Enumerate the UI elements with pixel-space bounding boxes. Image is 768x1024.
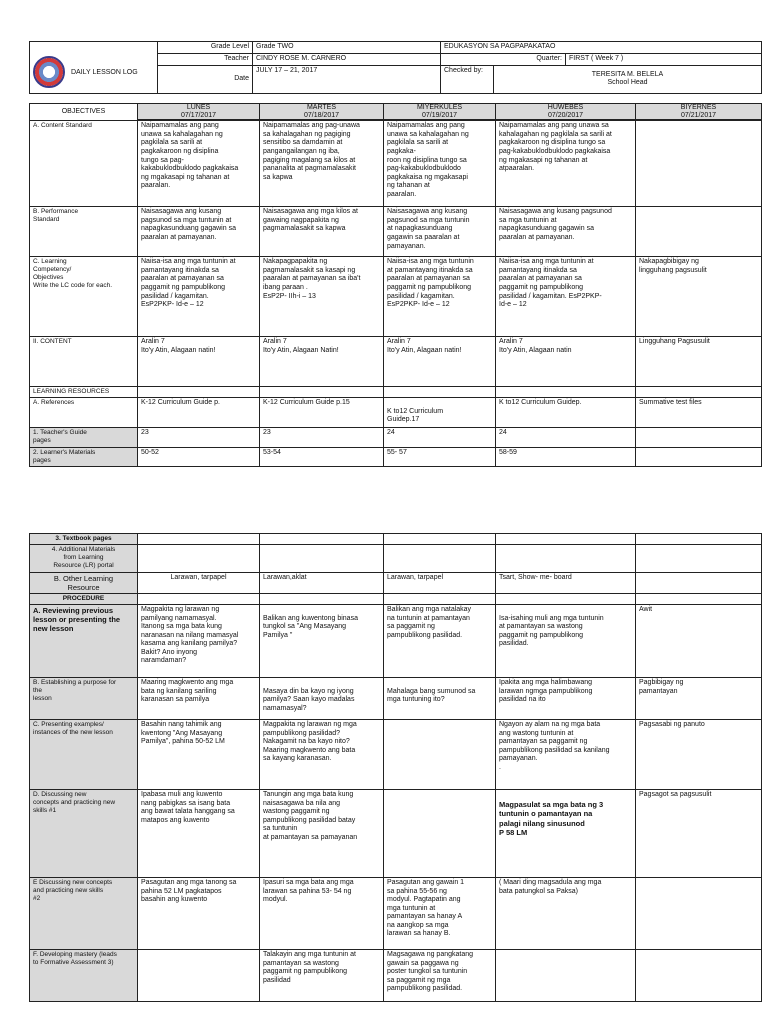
- cell: Larawan, tarpapel: [138, 572, 260, 593]
- teacher-value: CINDY ROSE M. CARNERO: [253, 54, 441, 66]
- cell: 23: [138, 428, 260, 448]
- date-value: JULY 17 – 21, 2017: [253, 65, 441, 93]
- cell: [138, 534, 260, 545]
- cell: Larawan,aklat: [260, 572, 384, 593]
- table-row: [30, 121, 762, 207]
- row-label: E Discussing new concepts and practicing new skills #2: [30, 878, 138, 950]
- cell: [384, 387, 496, 398]
- header-title-cell: [30, 42, 158, 94]
- table-row: [30, 257, 762, 337]
- cell: Ipabasa muli ang kuwento nang pabigkas sa isang bata ang bawat talata hanggang sa matapos ang kuwento: [138, 790, 260, 878]
- cell: Naisasagawa ang kusang pagsunod sa mga tuntunin at napagkasunduang gagawin sa paaralan at pamayanan.: [384, 207, 496, 257]
- table-row: [30, 428, 762, 448]
- row-label: A. References: [30, 398, 138, 428]
- cell: Aralin 7 Ito'y Atin, Alagaan natin!: [384, 337, 496, 387]
- cell: Maaring magkwento ang mga bata ng kanilang sariling karanasan sa pamilya: [138, 678, 260, 720]
- day-header-wednesday: MIYERKULES 07/19/2017: [384, 104, 496, 120]
- table-row: [30, 398, 762, 428]
- row-label: C. Presenting examples/ instances of the new lesson: [30, 720, 138, 790]
- cell: 53-54: [260, 448, 384, 467]
- objectives-label: OBJECTIVES: [30, 104, 138, 121]
- cell: Tsart, Show- me- board: [496, 572, 636, 593]
- row-label: D. Discussing new concepts and practicing new skills #1: [30, 790, 138, 878]
- cell: Summative test files: [636, 398, 762, 428]
- cell: Talakayin ang mga tuntunin at pamantayan sa wastong paggamit ng pampublikong pasilidad: [260, 950, 384, 1002]
- quarter-value: FIRST ( Week 7 ): [566, 54, 762, 66]
- cell: Aralin 7 Ito'y Atin, Alagaan natin!: [138, 337, 260, 387]
- table-row: [30, 878, 762, 950]
- cell: Ipasuri sa mga bata ang mga larawan sa pahina 53- 54 ng modyul.: [260, 878, 384, 950]
- cell: Naiisa-isa ang mga tuntunin at pamantayang itinakda sa paaralan at pamayanan sa paggamit ng pampublikong pasilidad / kagamitan. EsP2PKP- Id-e – 12: [138, 257, 260, 337]
- cell: Pagsagot sa pagsusulit: [636, 790, 762, 878]
- checked-by-cell: [494, 65, 762, 93]
- cell: Pasagutan ang mga tanong sa pahina 52 LM pagkatapos basahin ang kuwento: [138, 878, 260, 950]
- day-header-tuesday: MARTES 07/18/2017: [260, 104, 384, 120]
- table-row: [30, 678, 762, 720]
- cell: [636, 594, 762, 605]
- cell: Balikan ang mga natalakay na tuntunin at pamantayan sa paggamit ng pampublikong pasilidad.: [384, 605, 496, 678]
- cell: Ngayon ay alam na ng mga bata ang wastong tuntunin at pamantayan sa paggamit ng pampublikong pasilidad sa kanilang pamayanan. .: [496, 720, 636, 790]
- cell: Mahalaga bang sumunod sa mga tuntuning ito?: [384, 678, 496, 720]
- cell: Pagsasabi ng panuto: [636, 720, 762, 790]
- cell: 58-59: [496, 448, 636, 467]
- row-label: LEARNING RESOURCES: [30, 387, 138, 398]
- day-header-monday: LUNES 07/17/2017: [138, 104, 260, 120]
- row-label: B. Performance Standard: [30, 207, 138, 257]
- row-label: 2. Learner's Materials pages: [30, 448, 138, 467]
- cell: [636, 878, 762, 950]
- cell: [260, 594, 384, 605]
- cell: Naiisa-isa ang mga tuntunin at pamantayang itinakda sa paaralan at pamayanan sa paggamit ng pampublikong pasilidad / kagamitan. EsP2PKP- Id-e – 12: [496, 257, 636, 337]
- table-row: [30, 605, 762, 678]
- table-row: [30, 544, 762, 572]
- cell: [636, 534, 762, 545]
- cell: Tanungin ang mga bata kung naisasagawa ba nila ang wastong paggamit ng pampublikong pasilidad batay sa tuntunin at pamantayan sa pamayanan: [260, 790, 384, 878]
- header-table: [29, 41, 762, 94]
- cell: [636, 950, 762, 1002]
- cell: K-12 Curriculum Guide p.: [138, 398, 260, 428]
- cell: Pagbibigay ng pamantayan: [636, 678, 762, 720]
- cell: Naisasagawa ang mga kilos at gawaing nagpapakita ng pagmamalasakit sa kapwa: [260, 207, 384, 257]
- grade-level-label: Grade Level: [158, 42, 253, 54]
- cell: Magpakita ng larawan ng pamilyang namamasyal. Itanong sa mga bata kung naranasan na nilang mamasyal kasama ang kanilang pamilya? Bakit? Ano inyong naramdaman?: [138, 605, 260, 678]
- cell: Naipamamalas ang pag-unawa sa kahalagahan ng pagiging sensitibo sa damdamin at pangangailangan ng iba, pagiging magalang sa kilos at pananalita at pagmamalasakit sa kapwa: [260, 121, 384, 207]
- cell: Larawan, tarpapel: [384, 572, 496, 593]
- grade-level-value: Grade TWO: [253, 42, 441, 54]
- cell: [384, 544, 496, 572]
- cell: [496, 594, 636, 605]
- table-row: [30, 572, 762, 593]
- table-row: [30, 950, 762, 1002]
- cell: Pasagutan ang gawain 1 sa pahina 55-56 ng modyul. Pagtapatin ang mga tuntunin at pamantayan sa hanay A na aangkop sa mga larawan sa hanay B.: [384, 878, 496, 950]
- cell: Balikan ang kuwentong binasa tungkol sa "Ang Masayang Pamilya ": [260, 605, 384, 678]
- cell: Lingguhang Pagsusulit: [636, 337, 762, 387]
- cell: 50-52: [138, 448, 260, 467]
- cell: Masaya din ba kayo ng iyong pamilya? Saan kayo madalas namamasyal?: [260, 678, 384, 720]
- cell: [636, 572, 762, 593]
- cell: Nakapagpapakita ng pagmamalasakit sa kasapi ng paaralan at pamayanan sa iba't ibang paraan . EsP2P- IIh-i – 13: [260, 257, 384, 337]
- cell: [496, 950, 636, 1002]
- cell: Basahin nang tahimik ang kwentong "Ang Masayang Pamilya", pahina 50-52 LM: [138, 720, 260, 790]
- table-row: [30, 534, 762, 545]
- cell: K to12 Curriculum Guidep.: [496, 398, 636, 428]
- cell: [138, 594, 260, 605]
- row-label: F. Developing mastery (leads to Formative Assessment 3): [30, 950, 138, 1002]
- row-label: 1. Teacher's Guide pages: [30, 428, 138, 448]
- subject-value: EDUKASYON SA PAGPAPAKATAO: [441, 42, 762, 54]
- row-label: PROCEDURE: [30, 594, 138, 605]
- checked-by-label: Checked by:: [441, 65, 494, 93]
- cell: Naisasagawa ang kusang pagsunod sa mga tuntunin at napagkasunduang gagawin sa paaralan at pamayanan.: [496, 207, 636, 257]
- cell: Aralin 7 Ito'y Atin, Alagaan natin: [496, 337, 636, 387]
- cell: ( Maari ding magsadula ang mga bata patungkol sa Paksa): [496, 878, 636, 950]
- cell: [384, 534, 496, 545]
- row-label: B. Other Learning Resource: [30, 572, 138, 593]
- cell: [260, 544, 384, 572]
- row-label: B. Establishing a purpose for the lesson: [30, 678, 138, 720]
- row-label: 4. Additional Materials from Learning Resource (LR) portal: [30, 544, 138, 572]
- cell: [496, 534, 636, 545]
- day-header-friday: BIYERNES 07/21/2017: [636, 104, 762, 120]
- quarter-label: Quarter:: [441, 54, 566, 66]
- cell: Naiisa-isa ang mga tuntunin at pamantayang itinakda sa paaralan at pamayanan sa paggamit ng pampublikong pasilidad / kagamitan. EsP2PKP- Id-e – 12: [384, 257, 496, 337]
- cell: [636, 428, 762, 448]
- date-label: Date: [158, 65, 253, 93]
- cell: Naipamamalas ang pang unawa sa kahalagahan ng pagkilala sa sarili at pagkakaroon ng disiplina tungo sa pag-kakabuklodbuklodo pagkakaisa ng mgakasapi ng tahanan at atpaaralan.: [496, 121, 636, 207]
- table-row: [30, 387, 762, 398]
- cell: [138, 544, 260, 572]
- cell: [636, 207, 762, 257]
- cell: Magpasulat sa mga bata ng 3 tuntunin o pamantayan na palagi nilang sinusunod P 58 LM: [496, 790, 636, 878]
- cell: Naipamamalas ang pang unawa sa kahalagahan ng pagkilala sa sarili at pagkakaroon ng disiplina tungo sa pag- kakabuklodbuklodo pagkakaisa ng mgakasapi ng tahanan at paaralan.: [138, 121, 260, 207]
- cell: [384, 594, 496, 605]
- cell: Aralin 7 Ito'y Atin, Alagaan Natin!: [260, 337, 384, 387]
- cell: [260, 387, 384, 398]
- cell: Magsagawa ng pangkatang gawain sa paggawa ng poster tungkol sa tuntunin sa paggamit ng mga pampublikong pasilidad.: [384, 950, 496, 1002]
- cell: [636, 387, 762, 398]
- cell: 23: [260, 428, 384, 448]
- cell: [138, 950, 260, 1002]
- teacher-label: Teacher: [158, 54, 253, 66]
- cell: K to12 Curriculum Guidep.17: [384, 398, 496, 428]
- cell: [636, 121, 762, 207]
- checked-by-title: School Head: [607, 79, 648, 87]
- cell: [496, 387, 636, 398]
- header-title: DAILY LESSON LOG: [71, 68, 138, 76]
- table-row: [30, 720, 762, 790]
- cell: [636, 544, 762, 572]
- cell: Nakapagbibigay ng lingguhang pagsusulit: [636, 257, 762, 337]
- cell: Ipakita ang mga halimbawang larawan ngmga pampublikong pasilidad na ito: [496, 678, 636, 720]
- cell: [496, 544, 636, 572]
- cell: [384, 720, 496, 790]
- row-label: 3. Textbook pages: [30, 534, 138, 545]
- table-row: [30, 207, 762, 257]
- table-row: [30, 448, 762, 467]
- row-label: II. CONTENT: [30, 337, 138, 387]
- cell: Magpakita ng larawan ng mga pampublikong pasilidad? Nakagamit na ba kayo nito? Maaring magkwento ang bata sa kayang karanasan.: [260, 720, 384, 790]
- cell: [636, 448, 762, 467]
- cell: [138, 387, 260, 398]
- deped-seal-icon: [33, 56, 65, 88]
- table-row: [30, 790, 762, 878]
- cell: Isa-isahing muli ang mga tuntunin at pamantayan sa wastong paggamit ng pampublikong pasilidad.: [496, 605, 636, 678]
- cell: [384, 790, 496, 878]
- day-header-thursday: HUWEBES 07/20/2017: [496, 104, 636, 120]
- cell: 55- 57: [384, 448, 496, 467]
- table-row: [30, 337, 762, 387]
- table-row: [30, 594, 762, 605]
- checked-by-name: TERESITA M. BELELA: [591, 70, 664, 78]
- cell: 24: [496, 428, 636, 448]
- lesson-table-bottom: [29, 533, 762, 1002]
- cell: 24: [384, 428, 496, 448]
- row-label: A. Content Standard: [30, 121, 138, 207]
- row-label: A. Reviewing previous lesson or presenting the new lesson: [30, 605, 138, 678]
- lesson-table-top: [29, 103, 762, 467]
- cell: [260, 534, 384, 545]
- cell: K-12 Curriculum Guide p.15: [260, 398, 384, 428]
- cell: Naipamamalas ang pang unawa sa kahalagahan ng pagkilala sa sarili at pagkaka- roon ng disiplina tungo sa pag-kakabuklodbuklodo pagkakaisa ng mgakasapi ng tahanan at paaralan.: [384, 121, 496, 207]
- row-label: C. Learning Competency/ Objectives Write the LC code for each.: [30, 257, 138, 337]
- cell: Naisasagawa ang kusang pagsunod sa mga tuntunin at napagkasunduang gagawin sa paaralan at pamayanan.: [138, 207, 260, 257]
- cell: Awit: [636, 605, 762, 678]
